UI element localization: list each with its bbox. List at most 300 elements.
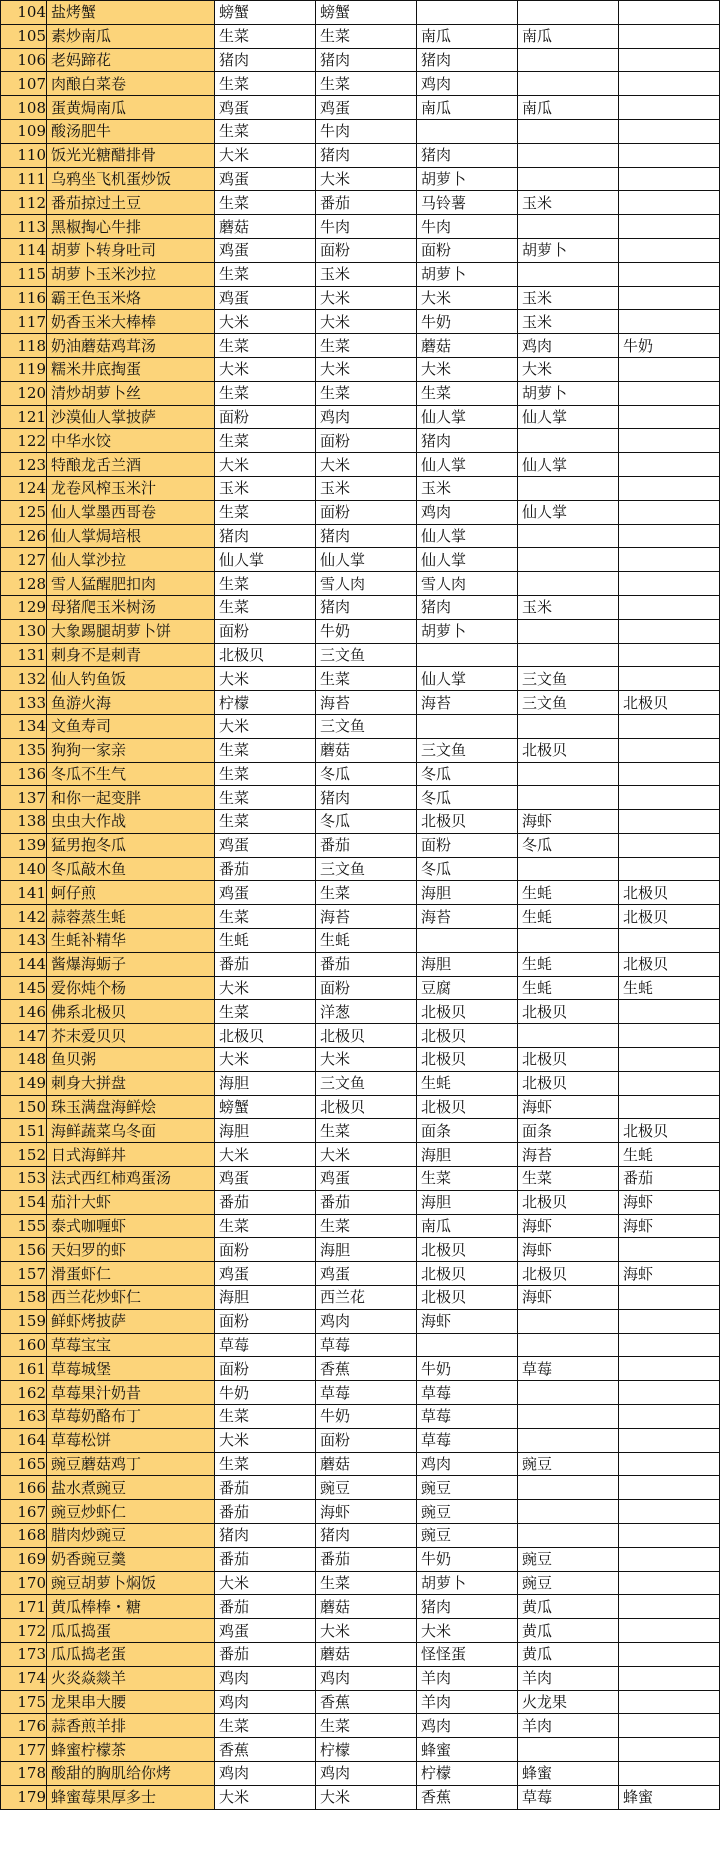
ingredient-cell: 北极贝 [316,1024,417,1048]
ingredient-cell [518,72,619,96]
ingredient-cell: 草莓 [417,1381,518,1405]
ingredient-cell [518,714,619,738]
recipe-name-cell: 老妈蹄花 [47,48,215,72]
ingredient-cell: 黄瓜 [518,1619,619,1643]
recipe-number-cell: 169 [1,1547,47,1571]
ingredient-cell: 生蚝 [619,1143,720,1167]
recipe-name-cell: 珠玉满盘海鲜烩 [47,1095,215,1119]
recipe-number-cell: 104 [1,1,47,25]
recipe-number-cell: 143 [1,929,47,953]
recipe-name-cell: 冬瓜不生气 [47,762,215,786]
recipe-number-cell: 106 [1,48,47,72]
ingredient-cell: 玉米 [417,476,518,500]
ingredient-cell: 面粉 [316,429,417,453]
recipe-name-cell: 草莓松饼 [47,1428,215,1452]
table-row [1,786,720,810]
recipe-name-cell: 火炎焱燚羊 [47,1666,215,1690]
ingredient-cell [619,619,720,643]
table-row [1,48,720,72]
ingredient-cell [518,1500,619,1524]
ingredient-cell: 胡萝卜 [518,381,619,405]
ingredient-cell: 猪肉 [316,786,417,810]
recipe-name-cell: 仙人掌墨西哥卷 [47,500,215,524]
ingredient-cell: 仙人掌 [417,453,518,477]
ingredient-cell [518,643,619,667]
ingredient-cell: 鸡肉 [316,405,417,429]
recipe-number-cell: 164 [1,1428,47,1452]
recipe-name-cell: 法式西红柿鸡蛋汤 [47,1167,215,1191]
table-row [1,429,720,453]
ingredient-cell: 鸡蛋 [215,833,316,857]
recipe-name-cell: 虫虫大作战 [47,810,215,834]
recipe-name-cell: 蒜香煎羊排 [47,1714,215,1738]
ingredient-cell: 生菜 [215,572,316,596]
table-row [1,1761,720,1785]
recipe-name-cell: 冬瓜敲木鱼 [47,857,215,881]
recipe-name-cell: 酱爆海蛎子 [47,952,215,976]
ingredient-cell: 蘑菇 [316,738,417,762]
ingredient-cell: 生菜 [215,24,316,48]
recipe-number-cell: 179 [1,1785,47,1809]
ingredient-cell: 火龙果 [518,1690,619,1714]
ingredient-cell [619,1690,720,1714]
table-row [1,238,720,262]
table-row [1,714,720,738]
ingredient-cell: 鸡肉 [316,1666,417,1690]
recipe-number-cell: 154 [1,1190,47,1214]
recipe-number-cell: 137 [1,786,47,810]
ingredient-cell [619,215,720,239]
ingredient-cell [417,643,518,667]
ingredient-cell: 牛奶 [316,619,417,643]
ingredient-cell [619,238,720,262]
recipe-name-cell: 佛系北极贝 [47,1000,215,1024]
ingredient-cell: 番茄 [316,1547,417,1571]
ingredient-cell: 番茄 [215,1547,316,1571]
table-row [1,357,720,381]
recipe-name-cell: 饭光光糖醋排骨 [47,143,215,167]
ingredient-cell: 大米 [215,714,316,738]
ingredient-cell: 草莓 [316,1333,417,1357]
table-row [1,1262,720,1286]
ingredient-cell: 大米 [215,667,316,691]
ingredient-cell: 北极贝 [619,952,720,976]
ingredient-cell [619,667,720,691]
recipe-number-cell: 126 [1,524,47,548]
ingredient-cell [518,429,619,453]
recipe-name-cell: 肉酿白菜卷 [47,72,215,96]
recipe-number-cell: 125 [1,500,47,524]
ingredient-cell [619,500,720,524]
ingredient-cell [619,1595,720,1619]
table-row [1,96,720,120]
table-row [1,1785,720,1809]
ingredient-cell: 仙人掌 [417,667,518,691]
ingredient-cell [619,524,720,548]
ingredient-cell: 雪人肉 [316,572,417,596]
ingredient-cell: 蜂蜜 [518,1761,619,1785]
ingredient-cell: 柠檬 [316,1738,417,1762]
ingredient-cell: 面条 [518,1119,619,1143]
ingredient-cell: 大米 [215,976,316,1000]
ingredient-cell: 猪肉 [316,595,417,619]
recipe-name-cell: 雪人猛醒肥扣肉 [47,572,215,596]
recipe-name-cell: 鲜虾烤披萨 [47,1309,215,1333]
ingredient-cell: 草莓 [215,1333,316,1357]
ingredient-cell: 番茄 [215,1500,316,1524]
ingredient-cell [518,857,619,881]
recipe-number-cell: 162 [1,1381,47,1405]
ingredient-cell: 牛肉 [316,215,417,239]
ingredient-cell [619,1238,720,1262]
recipe-name-cell: 泰式咖喱虾 [47,1214,215,1238]
recipe-number-cell: 111 [1,167,47,191]
recipe-number-cell: 147 [1,1024,47,1048]
recipe-number-cell: 115 [1,262,47,286]
recipe-name-cell: 奶香豌豆羹 [47,1547,215,1571]
ingredient-cell [619,1071,720,1095]
table-row [1,881,720,905]
table-row [1,286,720,310]
table-row [1,1333,720,1357]
ingredient-cell: 三文鱼 [316,714,417,738]
ingredient-cell: 海苔 [316,691,417,715]
table-row [1,1595,720,1619]
ingredient-cell: 北极贝 [417,1286,518,1310]
ingredient-cell: 面粉 [215,405,316,429]
ingredient-cell [619,429,720,453]
ingredient-cell: 鸡蛋 [316,1167,417,1191]
ingredient-cell: 面粉 [417,238,518,262]
table-row [1,500,720,524]
recipe-name-cell: 酸甜的胸肌给你烤 [47,1761,215,1785]
ingredient-cell: 番茄 [215,952,316,976]
ingredient-cell: 鸡蛋 [215,1262,316,1286]
ingredient-cell [619,1714,720,1738]
ingredient-cell: 豌豆 [518,1547,619,1571]
table-row [1,143,720,167]
ingredient-cell: 生菜 [215,334,316,358]
ingredient-cell: 猪肉 [417,595,518,619]
ingredient-cell: 草莓 [316,1381,417,1405]
recipe-number-cell: 120 [1,381,47,405]
ingredient-cell: 海虾 [417,1309,518,1333]
ingredient-cell [619,714,720,738]
ingredient-cell: 羊肉 [518,1666,619,1690]
ingredient-cell [619,143,720,167]
table-row [1,1238,720,1262]
table-row [1,1547,720,1571]
recipe-name-cell: 素炒南瓜 [47,24,215,48]
ingredient-cell [619,833,720,857]
recipe-number-cell: 118 [1,334,47,358]
ingredient-cell: 海胆 [215,1071,316,1095]
ingredient-cell: 鸡肉 [215,1690,316,1714]
recipe-name-cell: 母猪爬玉米树汤 [47,595,215,619]
ingredient-cell: 海胆 [417,881,518,905]
ingredient-cell: 生蚝 [619,976,720,1000]
ingredient-cell [518,1738,619,1762]
ingredient-cell: 玉米 [518,595,619,619]
ingredient-cell: 北极贝 [316,1095,417,1119]
ingredient-cell [619,595,720,619]
recipe-name-cell: 豌豆炒虾仁 [47,1500,215,1524]
ingredient-cell: 玉米 [518,286,619,310]
recipe-name-cell: 草莓城堡 [47,1357,215,1381]
table-row [1,833,720,857]
ingredient-cell: 生蚝 [316,929,417,953]
ingredient-cell: 大米 [316,286,417,310]
ingredient-cell: 蘑菇 [215,215,316,239]
ingredient-cell: 草莓 [417,1405,518,1429]
recipe-number-cell: 131 [1,643,47,667]
recipe-name-cell: 蜂蜜柠檬茶 [47,1738,215,1762]
ingredient-cell [518,1,619,25]
ingredient-cell: 北极贝 [215,643,316,667]
ingredient-cell: 大米 [316,357,417,381]
recipe-name-cell: 糯米井底掏蛋 [47,357,215,381]
ingredient-cell: 蘑菇 [417,334,518,358]
ingredient-cell: 大米 [215,357,316,381]
ingredient-cell: 北极贝 [215,1024,316,1048]
ingredient-cell: 香蕉 [316,1690,417,1714]
ingredient-cell: 猪肉 [316,143,417,167]
ingredient-cell: 洋葱 [316,1000,417,1024]
ingredient-cell: 三文鱼 [417,738,518,762]
ingredient-cell [619,167,720,191]
ingredient-cell: 猪肉 [316,1524,417,1548]
table-row [1,1119,720,1143]
ingredient-cell: 北极贝 [417,1095,518,1119]
ingredient-cell: 豌豆 [518,1452,619,1476]
recipe-number-cell: 134 [1,714,47,738]
ingredient-cell [619,1286,720,1310]
table-row [1,1190,720,1214]
ingredient-cell [619,24,720,48]
table-row [1,1,720,25]
ingredient-cell: 大米 [215,310,316,334]
ingredient-cell: 大米 [215,143,316,167]
ingredient-cell: 番茄 [215,857,316,881]
ingredient-cell: 鸡蛋 [215,286,316,310]
ingredient-cell: 南瓜 [518,24,619,48]
ingredient-cell: 鸡蛋 [215,96,316,120]
ingredient-cell: 黄瓜 [518,1595,619,1619]
ingredient-cell [518,476,619,500]
table-row [1,738,720,762]
table-row [1,215,720,239]
table-row [1,1167,720,1191]
table-row [1,167,720,191]
ingredient-cell: 鸡肉 [417,500,518,524]
ingredient-cell: 大米 [316,310,417,334]
ingredient-cell [518,1381,619,1405]
table-row [1,1095,720,1119]
ingredient-cell: 生菜 [215,1214,316,1238]
recipe-number-cell: 113 [1,215,47,239]
ingredient-cell: 胡萝卜 [417,1571,518,1595]
recipe-number-cell: 122 [1,429,47,453]
ingredient-cell: 玉米 [518,191,619,215]
ingredient-cell: 牛奶 [215,1381,316,1405]
ingredient-cell: 面粉 [316,976,417,1000]
table-row [1,72,720,96]
ingredient-cell: 雪人肉 [417,572,518,596]
table-row [1,572,720,596]
recipe-number-cell: 128 [1,572,47,596]
ingredient-cell [619,286,720,310]
ingredient-cell: 鸡蛋 [215,1619,316,1643]
recipe-number-cell: 136 [1,762,47,786]
ingredient-cell [619,72,720,96]
ingredient-cell [518,143,619,167]
recipe-number-cell: 174 [1,1666,47,1690]
ingredient-cell: 仙人掌 [518,405,619,429]
table-row [1,1571,720,1595]
ingredient-cell [619,1048,720,1072]
recipe-number-cell: 166 [1,1476,47,1500]
recipe-number-cell: 121 [1,405,47,429]
ingredient-cell: 生菜 [215,500,316,524]
recipe-number-cell: 157 [1,1262,47,1286]
ingredient-cell: 鸡肉 [316,1761,417,1785]
ingredient-cell: 大米 [518,357,619,381]
recipe-name-cell: 海鲜蔬菜乌冬面 [47,1119,215,1143]
recipe-name-cell: 龙果串大腰 [47,1690,215,1714]
table-row [1,1024,720,1048]
ingredient-cell: 胡萝卜 [518,238,619,262]
recipe-number-cell: 107 [1,72,47,96]
recipe-name-cell: 黄瓜棒棒・糖 [47,1595,215,1619]
ingredient-cell: 大米 [316,1785,417,1809]
ingredient-cell: 海虾 [316,1500,417,1524]
recipe-name-cell: 腊肉炒豌豆 [47,1524,215,1548]
ingredient-cell: 猪肉 [215,1524,316,1548]
table-row [1,1071,720,1095]
recipe-number-cell: 156 [1,1238,47,1262]
ingredient-cell: 海苔 [518,1143,619,1167]
recipe-number-cell: 178 [1,1761,47,1785]
ingredient-cell: 生菜 [316,24,417,48]
ingredient-cell: 鸡蛋 [215,881,316,905]
recipe-name-cell: 蜂蜜莓果厚多士 [47,1785,215,1809]
ingredient-cell: 海虾 [619,1214,720,1238]
ingredient-cell [619,1024,720,1048]
ingredient-cell: 鸡肉 [417,1452,518,1476]
ingredient-cell [619,1619,720,1643]
ingredient-cell: 北极贝 [417,1000,518,1024]
ingredient-cell: 冬瓜 [417,762,518,786]
ingredient-cell: 螃蟹 [215,1095,316,1119]
ingredient-cell: 生蚝 [518,952,619,976]
table-row [1,524,720,548]
table-row [1,1452,720,1476]
ingredient-cell: 番茄 [316,952,417,976]
ingredient-cell: 猪肉 [417,48,518,72]
ingredient-cell [518,48,619,72]
ingredient-cell: 生菜 [215,786,316,810]
ingredient-cell: 牛奶 [417,1547,518,1571]
recipe-name-cell: 仙人掌焗培根 [47,524,215,548]
ingredient-cell [619,381,720,405]
ingredient-cell [518,1476,619,1500]
table-row [1,667,720,691]
ingredient-cell [619,1476,720,1500]
ingredient-cell: 海胆 [417,952,518,976]
ingredient-cell [619,1642,720,1666]
ingredient-cell: 生菜 [215,429,316,453]
recipe-number-cell: 165 [1,1452,47,1476]
table-row [1,310,720,334]
recipe-number-cell: 149 [1,1071,47,1095]
ingredient-cell [518,1524,619,1548]
ingredient-cell: 胡萝卜 [417,167,518,191]
ingredient-cell: 怪怪蛋 [417,1642,518,1666]
ingredient-cell: 海胆 [417,1143,518,1167]
table-row [1,1524,720,1548]
ingredient-cell: 番茄 [215,1476,316,1500]
recipe-number-cell: 112 [1,191,47,215]
ingredient-cell: 黄瓜 [518,1642,619,1666]
ingredient-cell: 北极贝 [518,1071,619,1095]
ingredient-cell: 仙人掌 [518,453,619,477]
ingredient-cell: 牛奶 [619,334,720,358]
ingredient-cell: 大米 [215,453,316,477]
table-row [1,1428,720,1452]
ingredient-cell: 鸡蛋 [215,167,316,191]
ingredient-cell: 海苔 [316,905,417,929]
recipe-number-cell: 152 [1,1143,47,1167]
ingredient-cell: 猪肉 [316,48,417,72]
ingredient-cell: 冬瓜 [518,833,619,857]
ingredient-cell: 南瓜 [417,24,518,48]
ingredient-cell: 大米 [417,286,518,310]
recipe-number-cell: 176 [1,1714,47,1738]
table-row [1,334,720,358]
recipe-name-cell: 文鱼寿司 [47,714,215,738]
ingredient-cell: 生菜 [215,762,316,786]
ingredient-cell: 三文鱼 [518,691,619,715]
ingredient-cell: 蘑菇 [316,1642,417,1666]
ingredient-cell: 海虾 [518,810,619,834]
ingredient-cell: 羊肉 [518,1714,619,1738]
ingredient-cell: 仙人掌 [316,548,417,572]
recipe-name-cell: 鱼游火海 [47,691,215,715]
table-row [1,262,720,286]
ingredient-cell: 生菜 [215,1714,316,1738]
ingredient-cell: 大米 [215,1428,316,1452]
ingredient-cell: 生菜 [316,1119,417,1143]
recipe-name-cell: 乌鸦坐飞机蛋炒饭 [47,167,215,191]
table-row [1,595,720,619]
table-row [1,1738,720,1762]
ingredient-cell [619,1571,720,1595]
ingredient-cell: 鸡肉 [518,334,619,358]
recipe-table-body [1,1,720,1810]
recipe-name-cell: 日式海鲜丼 [47,1143,215,1167]
recipe-number-cell: 177 [1,1738,47,1762]
ingredient-cell [619,476,720,500]
ingredient-cell: 豌豆 [417,1500,518,1524]
table-row [1,548,720,572]
ingredient-cell [619,1309,720,1333]
table-row [1,643,720,667]
ingredient-cell: 豌豆 [417,1524,518,1548]
ingredient-cell: 海虾 [518,1286,619,1310]
recipe-name-cell: 胡萝卜玉米沙拉 [47,262,215,286]
ingredient-cell [417,119,518,143]
ingredient-cell: 大米 [215,1048,316,1072]
